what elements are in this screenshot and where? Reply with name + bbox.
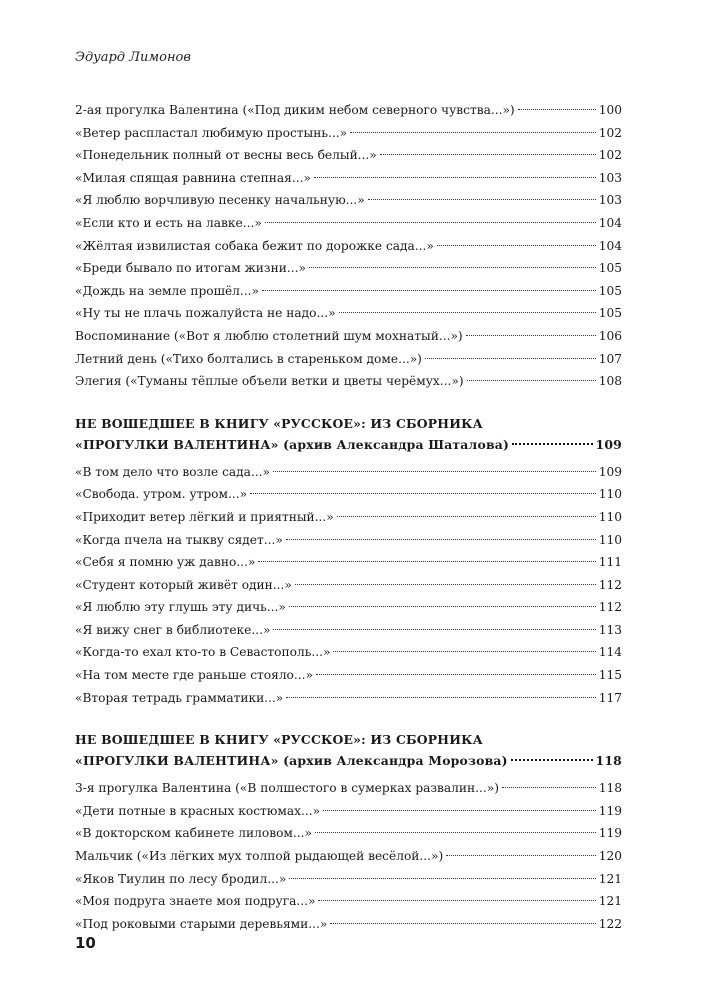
dot-leader [289,878,595,879]
section-heading-line2: «ПРОГУЛКИ ВАЛЕНТИНА» (архив Александра Шаталова) [75,436,510,452]
toc-entry-title: «Понедельник полный от весны весь белый...» [75,148,377,163]
toc-entry-title: 3-я прогулка Валентина («В полшестого в сумерках развалин...») [75,781,499,796]
toc-entry [75,280,622,303]
dot-leader [316,674,596,675]
toc-entry-title: «Ну ты не плачь пожалуйста не надо...» [75,306,336,321]
toc-entry-title: «Жёлтая извилистая собака бежит по дорожке сада...» [75,238,434,253]
toc-entry-title: Элегия («Туманы тёплые объели ветки и цветы черёмух...») [75,374,464,389]
dot-leader [289,606,596,607]
toc-entry-page: 115 [598,668,622,683]
dot-leader [512,443,592,445]
toc-entry-page: 113 [598,622,622,637]
toc-entry-title: Летний день («Тихо болтались в стареньком доме...») [75,351,422,366]
toc-entry-page: 110 [598,487,622,502]
toc-entry [75,144,622,167]
toc-entry [75,461,622,484]
toc-entry-page: 121 [598,894,622,909]
toc-entry-page: 100 [598,103,622,117]
toc-entry-page: 119 [598,826,622,841]
toc-entry-title: «Под роковыми старыми деревьями...» [75,916,328,931]
section-heading-line1: НЕ ВОШЕДШЕЕ В КНИГУ «РУССКОЕ»: ИЗ СБОРНИКА [75,732,483,748]
toc-entry-title: «Студент который живёт один...» [75,577,292,592]
toc-entry-page: 103 [598,193,622,208]
toc-entry-title: «Дети потные в красных костюмах...» [75,803,321,818]
toc-entry [75,800,622,823]
toc-entry-title: «Я люблю ворчливую песенку начальную...» [75,193,365,208]
toc-entry-title: «Ветер распластал любимую простынь...» [75,125,348,140]
toc-entry-page: 109 [598,464,622,479]
dot-leader [330,923,595,924]
toc-entry [75,845,622,868]
toc-entry-page: 108 [598,374,622,389]
dot-leader [380,154,596,155]
toc-entry [75,483,622,506]
toc-entry [75,529,622,552]
toc-entry [75,574,622,597]
toc-entry [75,890,622,913]
dot-leader [425,358,596,359]
toc-entry [75,167,622,190]
toc-entry-title: «Когда пчела на тыкву сядет...» [75,532,283,547]
toc-entry-title: «Себя я помню уж давно...» [75,555,256,570]
toc-entry-title: «В том дело что возле сада...» [75,464,271,479]
dot-leader [318,900,595,901]
toc-group-3 [75,777,622,935]
toc-entry-title: «Свобода. утром. утром...» [75,487,248,502]
toc-entry-title: «Я люблю эту глушь эту дичь...» [75,600,286,615]
toc-entry [75,641,622,664]
toc-entry-title: «На том месте где раньше стояло...» [75,668,313,683]
dot-leader [265,222,596,223]
toc-entry-page: 103 [598,170,622,185]
toc-entry-title: «Милая спящая равнина степная...» [75,170,311,185]
toc-entry-title: «Когда-то ехал кто-то в Севастополь...» [75,645,331,660]
toc-entry-page: 104 [598,238,622,253]
toc-entry [75,868,622,891]
table-of-contents [75,99,622,935]
toc-entry-title: «Я вижу снег в библиотеке...» [75,622,271,637]
dot-leader [250,493,596,494]
toc-entry-title: «Дождь на земле прошёл...» [75,283,259,298]
toc-entry [75,122,622,145]
toc-entry-page: 105 [598,306,622,321]
toc-entry [75,257,622,280]
toc-entry-page: 117 [598,690,622,705]
dot-leader [323,810,596,811]
section-page-number: 118 [595,753,622,769]
dot-leader [368,199,596,200]
toc-entry-page: 102 [598,125,622,140]
toc-entry-page: 110 [598,509,622,524]
dot-leader [339,312,596,313]
toc-entry-page: 104 [598,215,622,230]
toc-entry [75,619,622,642]
dot-leader [309,267,596,268]
dot-leader [511,759,593,761]
toc-entry [75,99,622,122]
toc-group-1 [75,99,622,393]
toc-entry [75,596,622,619]
toc-entry-title: «Бреди бывало по итогам жизни...» [75,261,306,276]
dot-leader [273,629,595,630]
toc-entry-page: 121 [598,871,622,886]
toc-entry-page: 110 [598,532,622,547]
dot-leader [446,855,596,856]
toc-entry [75,325,622,348]
toc-entry-page: 120 [598,849,622,864]
section-page-number: 109 [595,436,622,452]
toc-entry [75,348,622,371]
toc-entry [75,551,622,574]
section-heading-shatalov [75,413,622,455]
dot-leader [258,561,595,562]
toc-entry-page: 122 [598,916,622,931]
toc-entry-page: 118 [598,781,622,796]
toc-entry-title: «Если кто и есть на лавке...» [75,215,262,230]
dot-leader [350,132,596,133]
toc-entry-page: 111 [598,555,622,570]
toc-entry-page: 102 [598,148,622,163]
dot-leader [286,539,596,540]
toc-entry [75,235,622,258]
toc-entry [75,370,622,393]
toc-entry [75,664,622,687]
toc-entry-page: 105 [598,261,622,276]
toc-entry [75,687,622,710]
toc-entry-title: 2-ая прогулка Валентина («Под диким небом северного чувства...») [75,103,515,117]
toc-entry-page: 114 [598,645,622,660]
dot-leader [467,380,596,381]
toc-entry [75,506,622,529]
section-heading-morozov [75,729,622,771]
toc-entry-title: Воспоминание («Вот я люблю столетний шум мохнатый...») [75,328,463,343]
toc-entry-title: «Яков Тиулин по лесу бродил...» [75,871,287,886]
toc-entry-page: 112 [598,577,622,592]
toc-entry [75,777,622,800]
dot-leader [314,177,596,178]
toc-entry [75,212,622,235]
dot-leader [262,290,596,291]
dot-leader [337,516,596,517]
dot-leader [295,584,596,585]
dot-leader [437,245,596,246]
toc-entry-page: 112 [598,600,622,615]
toc-group-2 [75,461,622,710]
dot-leader [518,109,596,110]
toc-entry [75,822,622,845]
section-heading-line1: НЕ ВОШЕДШЕЕ В КНИГУ «РУССКОЕ»: ИЗ СБОРНИКА [75,415,483,431]
dot-leader [273,471,596,472]
dot-leader [333,651,595,652]
toc-entry-page: 105 [598,283,622,298]
toc-entry-title: «В докторском кабинете лиловом...» [75,826,312,841]
dot-leader [466,335,596,336]
toc-entry-title: «Вторая тетрадь грамматики...» [75,690,284,705]
toc-entry [75,302,622,325]
dot-leader [502,787,596,788]
dot-leader [315,832,596,833]
page-number: 10 [75,934,96,952]
toc-entry [75,189,622,212]
toc-entry-page: 119 [598,803,622,818]
dot-leader [286,697,595,698]
running-head: Эдуард Лимонов [75,50,191,65]
toc-entry-page: 106 [598,328,622,343]
toc-entry-title: «Приходит ветер лёгкий и приятный...» [75,509,334,524]
toc-entry [75,913,622,936]
toc-entry-title: Мальчик («Из лёгких мух толпой рыдающей весёлой...») [75,849,444,864]
toc-entry-page: 107 [598,351,622,366]
toc-entry-title: «Моя подруга знаете моя подруга...» [75,894,316,909]
section-heading-line2: «ПРОГУЛКИ ВАЛЕНТИНА» (архив Александра Морозова) [75,753,508,769]
